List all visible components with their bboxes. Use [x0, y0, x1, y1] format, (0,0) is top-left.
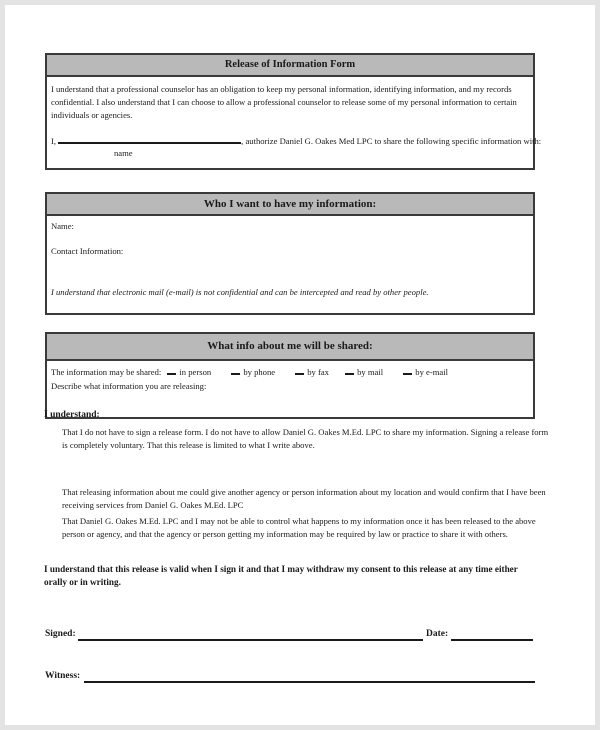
method-by-mail[interactable] [345, 367, 383, 377]
release-form-section [45, 53, 542, 170]
consent-statement [44, 563, 518, 589]
email-notice: I understand that electronic mail (e-mail) is not confidential and can be intercepted and read by other people. [51, 287, 429, 297]
method-by-phone-label: by phone [243, 367, 276, 377]
method-in-person-checkbox[interactable] [167, 373, 176, 375]
date-label: Date: [426, 629, 449, 639]
date-field[interactable] [451, 639, 533, 641]
method-by-mail-checkbox[interactable] [345, 373, 354, 375]
understand-point-2-line-1: That releasing information about me could give another agency or person information about my location and would confirm that I have been [62, 487, 546, 497]
method-by-fax[interactable] [295, 367, 329, 377]
understand-point-1-line-1: That I do not have to sign a release form. I do not have to allow Daniel G. Oakes M.Ed. LPC to share my information. Signing a release form [62, 427, 549, 437]
recipient-contact-label: Contact Information: [51, 246, 124, 256]
method-by-email-label: by e-mail [415, 367, 448, 377]
sharing-methods-row [51, 366, 448, 379]
recipient-contact-field[interactable] [127, 245, 521, 275]
understand-heading: I understand: [44, 410, 100, 420]
form-title: Release of Information Form [47, 55, 533, 77]
describe-label: Describe what information you are releasing: [51, 381, 207, 391]
authorize-suffix: , authorize Daniel G. Oakes Med LPC to share the following specific information with: [241, 136, 542, 146]
client-name-field[interactable] [58, 133, 241, 144]
recipient-name-field[interactable] [81, 220, 521, 232]
method-by-phone-checkbox[interactable] [231, 373, 240, 375]
understand-point-3 [62, 515, 536, 541]
authorize-row [51, 133, 541, 148]
method-in-person[interactable] [167, 367, 211, 377]
method-by-fax-label: by fax [307, 367, 329, 377]
consent-line-1: I understand that this release is valid when I sign it and that I may withdraw my consent to this release at any time either [44, 564, 518, 574]
consent-line-2: orally or in writing. [44, 577, 121, 587]
understand-point-2-line-2: receiving services from Daniel G. Oakes M.Ed. LPC [62, 500, 244, 510]
understand-point-1 [62, 426, 548, 452]
method-in-person-label: in person [179, 367, 212, 377]
shared-info-section [45, 332, 535, 419]
method-by-email[interactable] [403, 367, 448, 377]
describe-field[interactable] [202, 380, 522, 410]
intro-line-2: confidential. I also understand that I can choose to allow a professional counselor to release some of my personal information to certain [51, 97, 517, 107]
understand-point-1-line-2: is completely voluntary. That this release is limited to what I write above. [62, 440, 315, 450]
witness-field[interactable] [84, 681, 535, 683]
intro-line-3: individuals or agencies. [51, 110, 133, 120]
understand-point-3-line-2: person or agency, and that the agency or person getting my information may be required by law or practice to share it with others. [62, 529, 508, 539]
understand-point-3-line-1: That Daniel G. Oakes M.Ed. LPC and I may not be able to control what happens to my information once it has been released to the above [62, 516, 536, 526]
intro-line-1: I understand that a professional counselor has an obligation to keep my personal information, identifying information, and my records [51, 84, 512, 94]
method-by-phone[interactable] [231, 367, 275, 377]
name-caption: name [114, 148, 133, 158]
sharing-methods-label: The information may be shared: [51, 367, 162, 377]
recipient-section [45, 192, 535, 315]
signature-field[interactable] [78, 639, 423, 641]
witness-label: Witness: [45, 671, 81, 681]
method-by-mail-label: by mail [357, 367, 384, 377]
recipient-title: Who I want to have my information: [47, 194, 533, 216]
recipient-name-label: Name: [51, 221, 74, 231]
shared-info-title: What info about me will be shared: [47, 334, 533, 361]
method-by-email-checkbox[interactable] [403, 373, 412, 375]
signed-label: Signed: [45, 629, 76, 639]
understand-point-2 [62, 486, 546, 512]
authorize-prefix: I, [51, 136, 57, 146]
method-by-fax-checkbox[interactable] [295, 373, 304, 375]
